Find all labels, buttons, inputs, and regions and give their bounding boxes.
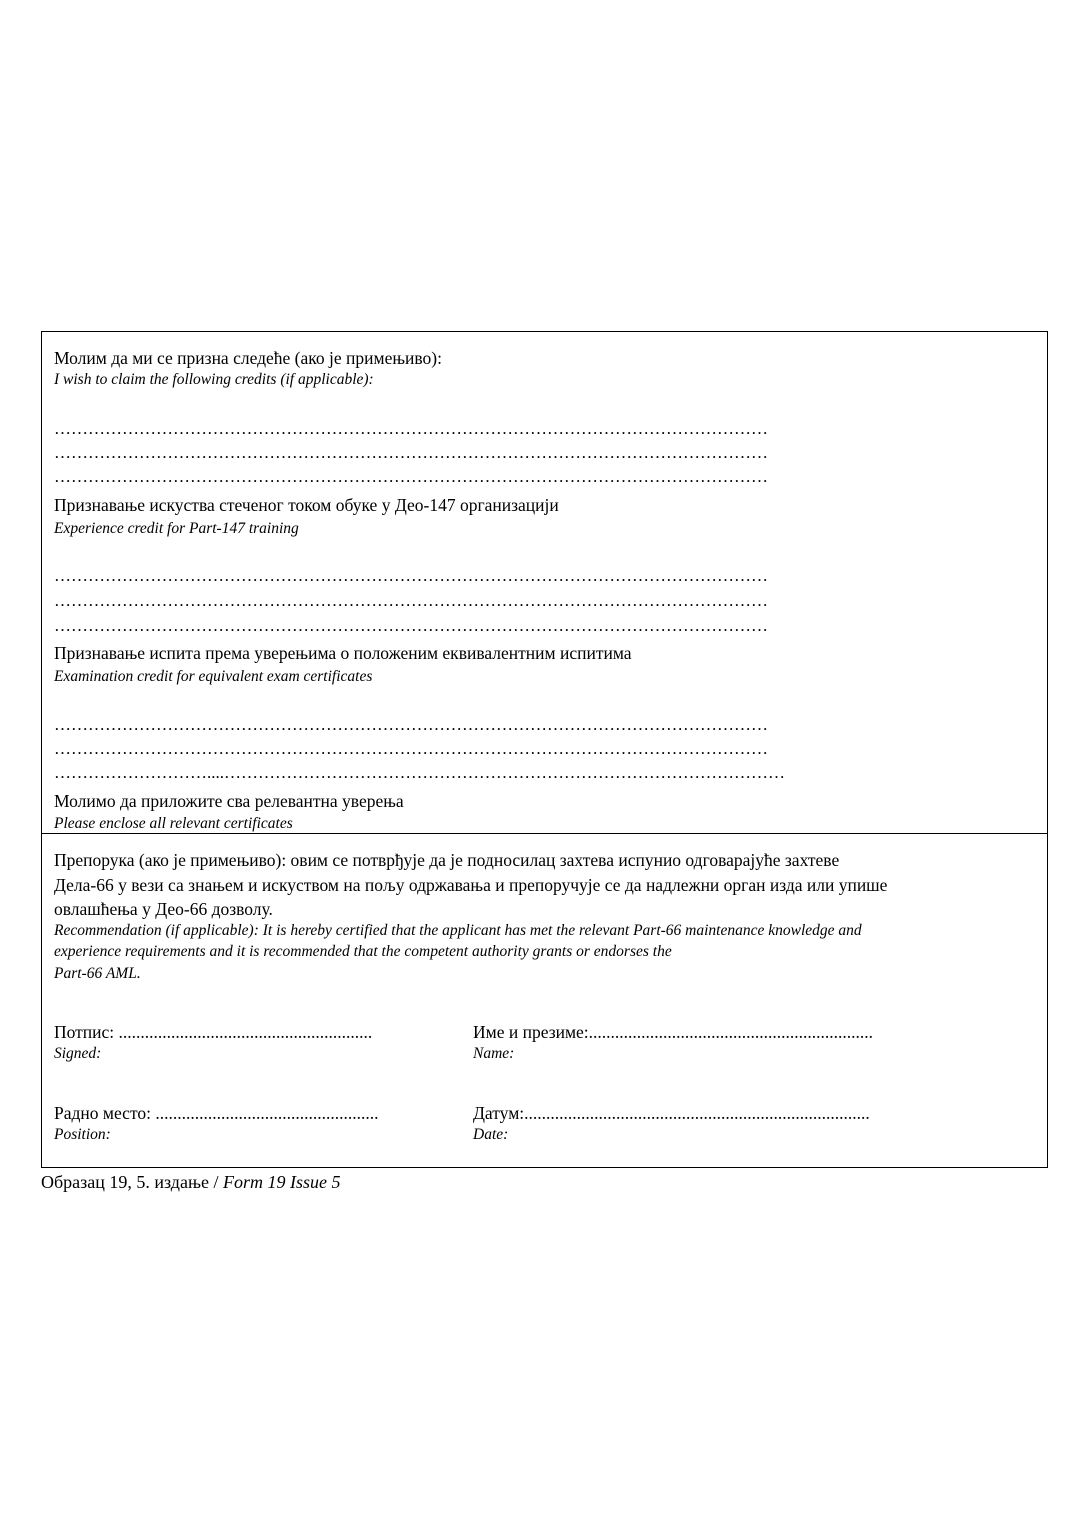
credits-title-en: I wish to claim the following credits (if applicable): [54, 371, 374, 388]
credits-line-3[interactable]: ……………………………………………………………………………………………………………… [54, 467, 768, 486]
recommendation-en-line-2: experience requirements and it is recommended that the competent authority grants or endorses the [54, 943, 672, 960]
signed-label-en: Signed: [54, 1045, 102, 1062]
form-footer [41, 1172, 340, 1193]
experience-line-2[interactable]: ……………………………………………………………………………………………………………… [54, 591, 768, 610]
enclose-note-sr: Молимо да приложите сва релевантна уверења [54, 791, 404, 811]
name-field[interactable]: Име и презиме:................................................................. [473, 1022, 874, 1042]
recommendation-en-line-3: Part-66 AML. [54, 965, 141, 982]
footer-en: Form 19 Issue 5 [222, 1172, 341, 1192]
position-field[interactable]: Радно место: ................................................... [54, 1103, 379, 1123]
examination-line-3[interactable]: ………………………....……………………………………………………………………………………… [54, 763, 785, 782]
recommendation-sr-line-3: овлашћења у Део-66 дозволу. [54, 899, 273, 919]
recommendation-en-line-1: Recommendation (if applicable): It is hereby certified that the applicant has met the relevant Part-66 maintenance knowledge and [54, 922, 862, 939]
experience-title-en: Experience credit for Part-147 training [54, 520, 299, 537]
footer-sr: Образац 19, 5. издање / [41, 1172, 223, 1192]
signed-field[interactable]: Потпис: .......................................................... [54, 1022, 373, 1042]
examination-line-2[interactable]: ……………………………………………………………………………………………………………… [54, 739, 768, 758]
experience-line-1[interactable]: ……………………………………………………………………………………………………………… [54, 566, 768, 585]
examination-title-sr: Признавање испита према уверењима о положеним еквивалентним испитима [54, 643, 632, 663]
examination-line-1[interactable]: ……………………………………………………………………………………………………………… [54, 715, 768, 734]
position-label-en: Position: [54, 1126, 111, 1143]
examination-title-en: Examination credit for equivalent exam certificates [54, 668, 373, 685]
credits-line-2[interactable]: ……………………………………………………………………………………………………………… [54, 443, 768, 462]
section-divider [42, 833, 1047, 834]
credits-line-1[interactable]: ……………………………………………………………………………………………………………… [54, 419, 768, 438]
recommendation-sr-line-2: Дела-66 у вези са знањем и искуством на пољу одржавања и препоручује се да надлежни орган изда или упише [54, 875, 888, 895]
credits-form [41, 331, 1048, 1168]
experience-title-sr: Признавање искуства стеченог током обуке у Део-147 организацији [54, 495, 559, 515]
date-label-en: Date: [473, 1126, 509, 1143]
recommendation-sr-line-1: Препорука (ако је примењиво): овим се потврђује да је подносилац захтева испунио одговарајуће захтеве [54, 850, 840, 870]
credits-title-sr: Молим да ми се призна следеће (ако је примењиво): [54, 348, 442, 368]
name-label-en: Name: [473, 1045, 515, 1062]
experience-line-3[interactable]: ……………………………………………………………………………………………………………… [54, 616, 768, 635]
date-field[interactable]: Датум:............................................................................... [473, 1103, 870, 1123]
enclose-note-en: Please enclose all relevant certificates [54, 815, 293, 832]
